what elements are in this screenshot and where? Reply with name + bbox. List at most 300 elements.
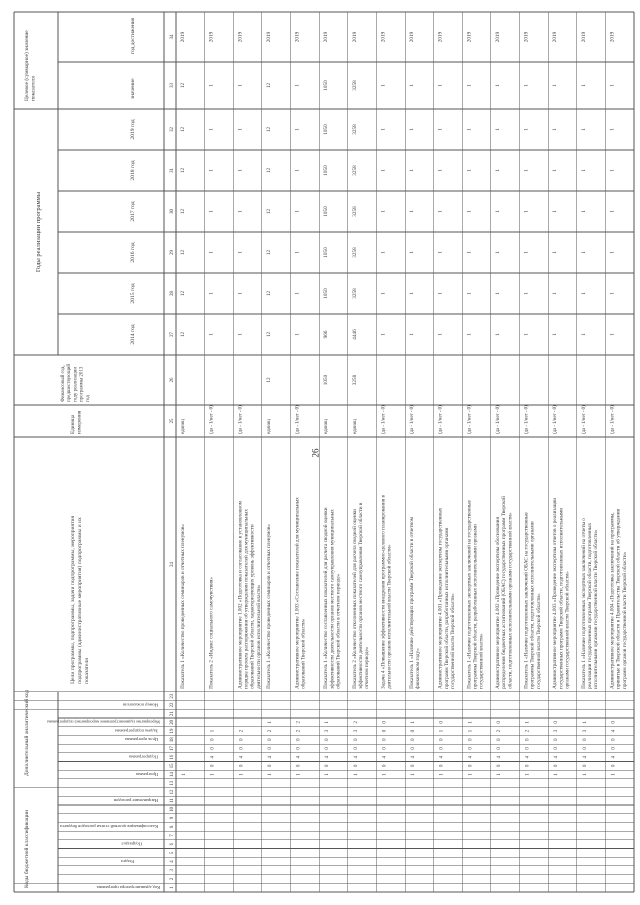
row-value: 1 [552,128,559,131]
row-code-cell: 0 [352,738,359,742]
row-value: 1 [523,210,530,213]
row-unit: (да - 1/нет - 0) [209,405,215,434]
row-code-cell: 1 [266,721,273,724]
row-value: 1 [294,84,301,87]
row-value: 2019 [494,31,501,43]
row-code-cell: 2 [295,729,302,733]
row-code-cell: 0 [381,747,388,750]
row-code-cell: 2 [238,729,245,733]
column-number: 25 [170,418,175,424]
row-unit: (да - 1/нет - 0) [610,405,616,434]
row-value: 1 [294,251,301,254]
row-value: 1 [609,292,616,295]
row-code-cell: 0 [610,738,617,742]
row-value: 1 [494,210,501,213]
row-value: 1 [494,169,501,172]
row-name: Показатель 1 «Наличие действующих программ Тверской области в отчетномфинансовом году» [409,516,422,689]
row-code-cell: 0 [495,747,502,750]
row-value: 1 [609,251,616,254]
row-code-cell: 4 [438,755,445,759]
header-goal: Цель программы [124,737,158,743]
row-value: 1 [552,333,559,336]
row-code-cell: 1 [266,773,273,776]
row-code-cell: 0 [352,764,359,768]
header-subprogram: Подпрограмма [129,754,158,760]
row-value: 1 [437,333,444,336]
row-value: 1050 [323,247,330,258]
row-value: 2019 [466,31,473,43]
row-value: 1 [237,292,244,295]
row-unit: (да - 1/нет - 0) [495,405,501,434]
row-code-cell: 0 [238,738,245,742]
column-number: 33 [170,83,175,88]
row-value: 3258 [351,124,358,135]
row-code-cell: 3 [352,729,359,733]
row-value: 2019 [609,31,616,43]
row-value: 1 [437,210,444,213]
row-value: 2019 [323,31,330,43]
row-code-cell: 2 [352,721,359,724]
column-number: 32 [170,127,175,132]
row-code-cell: 1 [324,721,331,724]
row-value: 2019 [208,31,215,43]
row-value: 1 [380,210,387,213]
row-value: 1 [552,292,559,295]
row-value: 3258 [351,165,358,176]
row-value: 1050 [323,124,330,135]
header-target-value: значение [130,78,136,99]
row-value: 1 [437,169,444,172]
row-name: Показатель 1 «Наличие подготовленных заключений ОБАС на государственныепрограммы Тверской области, подготовленных исполнительными органамигосударственной власти Тверской области» [523,512,542,689]
row-value: 2019 [409,31,415,43]
row-value: 1 [609,210,616,213]
row-code-cell: 1 [352,773,359,776]
row-code-cell: 4 [610,729,617,733]
row-value: 966 [323,330,330,339]
row-code-cell: 1 [410,773,416,776]
header-program: Программа [136,771,158,777]
row-code-cell: 0 [495,738,502,742]
row-value: 1 [208,84,215,87]
row-value: 12 [265,377,272,383]
column-number: 27 [170,332,175,337]
row-code-cell: 4 [610,755,617,759]
row-unit: (да - 1/нет - 0) [238,405,244,434]
header-indicator-no: Номер показателя [122,702,158,708]
row-code-cell: 1 [524,773,531,776]
row-unit: (да - 1/нет - 0) [295,405,301,434]
row-code-cell: 0 [581,738,588,742]
column-number: 9 [170,816,175,820]
row-code-cell: 0 [266,764,273,768]
row-code-cell: 0 [352,747,359,750]
row-value: 1 [609,169,616,172]
table-rotated-group [14,12,634,892]
row-value: 12 [180,167,186,174]
column-number: 18 [170,737,175,743]
row-value: 1 [523,251,530,254]
row-code-cell: 1 [524,721,531,724]
row-value: 1 [552,210,559,213]
row-code-cell: 0 [467,764,474,768]
row-value: 1 [466,84,473,87]
row-value: 1 [380,128,387,131]
row-code-cell: 2 [524,729,531,733]
row-code-cell: 3 [581,729,588,733]
row-code-cell: 3 [553,729,560,733]
row-name: Административное мероприятие 4.001 «Проведение экспертизы государственныхпрограмм Тверской области, разработанных исполнительными органамигосударственной власти Тверской области» [437,507,457,689]
row-code-cell: 0 [581,764,588,768]
header-year-2015: 2015 год [130,283,136,304]
row-code-cell: 0 [410,738,416,742]
column-number: 8 [170,825,175,828]
row-value: 1050 [323,374,330,386]
row-unit: (да - 1/нет - 0) [467,405,473,434]
row-unit: (да - 1/нет - 0) [524,405,530,434]
row-value: 1 [409,84,415,87]
row-value: 2019 [180,31,186,43]
row-value: 1 [409,128,415,131]
row-value: 1 [609,128,616,131]
row-value: 4446 [351,329,358,340]
row-value: 1 [208,169,215,172]
row-name: Показатель 1 «Наличие подготовленных экспертных заключений на отчеты ореализации государственных программ Тверской области, подготовленныхисполнительными органами государственной власти Тверской области» [580,518,600,689]
row-code-cell: 4 [209,755,216,759]
header-year-2016: 2016 год [130,242,136,263]
row-value: 1050 [323,80,330,91]
row-value: 1 [523,169,530,172]
column-number: 15 [170,763,175,769]
row-value: 3258 [351,247,358,258]
row-code-cell: 4 [410,755,416,759]
row-code-cell: 0 [209,738,216,742]
row-value: 12 [265,126,272,133]
row-value: 1 [466,292,473,295]
row-code-cell: 0 [524,747,531,750]
header-year-2018: 2018 год [130,160,136,181]
row-code-cell: 0 [324,738,331,742]
column-number: 1 [170,886,175,889]
column-number: 31 [170,168,175,173]
column-number: 13 [170,780,175,786]
row-name: Административное мероприятие 1.003 «Составление показателей для муниципальныхобразований Тверской области» [294,497,307,689]
row-value: 3258 [351,288,358,299]
row-value: 1 [466,251,473,254]
row-value: 1 [437,84,444,87]
row-value: 1 [494,333,501,336]
row-unit: (да - 1/нет - 0) [438,405,444,434]
row-code-cell: 0 [209,764,216,768]
row-code-cell: 0 [438,721,445,724]
header-base-year: Финансовый год,предшествующийгоду реализациипрограммы 2013год [61,363,91,402]
row-value: 1 [552,84,559,87]
header-event: Мероприятие (административное мероприятие) подпрограммы [47,719,160,725]
row-value: 1 [237,210,244,213]
row-code-cell: 0 [467,738,474,742]
row-value: 1 [494,84,501,87]
column-number: 28 [170,291,175,296]
row-code-cell: 1 [610,773,617,776]
row-value: 2019 [237,31,244,43]
row-value: 1 [523,128,530,131]
row-value: 12 [265,167,272,174]
column-number: 19 [170,728,175,734]
row-value: 1 [208,210,215,213]
row-value: 1 [523,84,530,87]
row-code-cell: 0 [295,764,302,768]
header-task: Задача подпрограммы [114,728,158,734]
row-value: 3258 [351,80,358,91]
row-code-cell: 0 [295,747,302,750]
row-value: 2019 [265,31,272,43]
row-value: 12 [265,82,272,89]
row-unit: единиц [324,419,330,434]
header-year-2019: 2019 год [130,119,136,140]
header-budget-classification: Коды бюджетной классификации [24,810,30,888]
row-unit: единиц [266,419,272,434]
row-value: 1 [580,84,587,87]
row-value: 1 [437,251,444,254]
row-value: 1 [409,210,415,213]
row-code-cell: 0 [553,738,560,742]
row-value: 1 [580,210,587,213]
row-code-cell: 0 [381,721,388,724]
row-code-cell: 1 [410,721,416,724]
row-value: 1 [466,128,473,131]
column-number: 24 [170,562,175,567]
row-value: 1 [437,292,444,295]
row-code-cell: 0 [438,747,445,750]
row-value: 1 [552,169,559,172]
column-number: 17 [170,746,175,751]
row-value: 2019 [523,31,530,43]
row-value: 1 [380,169,387,172]
row-value: 1 [580,292,587,295]
column-number: 30 [170,209,175,214]
row-name: Показатель 2 «Количество отклоненных показателей для расчета сводной оценкиэффективности деятельности органов местного самоуправления Тверской области вотчетном периоде» [351,502,371,689]
row-name: Показатель 1 «Количество составленных показателей для расчета сводной оценкиэффективности деятельности органов местного самоуправления муниципальныхобразований Тверской области в отчетном периоде» [323,507,342,689]
row-value: 12 [180,208,186,215]
row-code-cell: 1 [295,773,302,776]
row-code-cell: 2 [295,721,302,724]
row-code-cell: 0 [467,747,474,750]
column-number: 20 [170,719,175,725]
row-code-cell: 0 [410,747,416,750]
row-value: 1 [437,128,444,131]
row-code-cell: 0 [581,747,588,750]
row-value: 12 [265,290,272,297]
row-value: 12 [265,208,272,215]
row-code-cell: 0 [438,764,445,768]
row-value: 1 [237,169,244,172]
row-value: 1 [380,251,387,254]
row-value: 2019 [580,31,587,43]
header-year-2014: 2014 год [130,324,136,345]
row-code-cell: 0 [524,738,531,742]
row-code-cell: 1 [581,773,588,776]
row-value: 1 [409,292,415,295]
row-value: 2019 [437,31,444,43]
row-code-cell: 1 [438,729,445,733]
row-value: 1 [466,333,473,336]
row-code-cell: 0 [553,721,560,724]
row-value: 1 [380,292,387,295]
row-code-cell: 0 [610,721,617,724]
row-code-cell: 1 [209,729,216,733]
row-code-cell: 4 [467,755,474,759]
column-number: 3 [170,869,175,872]
row-code-cell: 4 [381,755,388,759]
row-code-cell: 0 [381,738,388,742]
column-number: 7 [170,834,175,837]
row-code-cell: 1 [238,773,245,776]
row-value: 1 [580,128,587,131]
row-value: 1 [580,251,587,254]
column-number: 21 [170,711,175,717]
column-number: 2 [170,877,175,881]
row-value: 12 [180,331,186,338]
row-code-cell: 4 [524,755,531,759]
row-unit: (да - 1/нет - 0) [581,405,587,434]
row-value: 1 [409,251,415,254]
row-code-cell: 0 [438,738,445,742]
row-value: 1 [294,292,301,295]
row-value: 12 [265,331,272,338]
column-number: 11 [170,798,175,803]
row-code-cell: 0 [610,747,617,750]
row-code-cell: 0 [524,764,531,768]
column-number: 6 [170,842,175,846]
row-code-cell: 4 [238,755,245,759]
row-value: 1 [523,292,530,295]
row-name: Показатель 1 «Наличие подготовленных экспертных заключений на государственныепрограммы Тверской области, разработанных исполнительными органамигосударственной власти» [466,500,485,689]
row-value: 2019 [351,31,358,43]
row-value: 1 [523,333,530,336]
row-value: 12 [180,82,186,89]
row-value: 1 [580,333,587,336]
header-target: Целевое (суммарное) значениепоказателя [24,30,37,101]
page-number: 26 [310,448,321,458]
row-code-cell: 4 [266,755,273,759]
row-name: Административное мероприятие 1.002 «Подготовка и согласование в установленномпорядке проекта распоряжения об утверждении показателей для муниципальныхобразований Тверской области, характеризующих уровень эффективностидеятельности органов исполнительной власти» [237,501,262,689]
column-number: 34 [170,34,175,40]
column-number: 4 [170,860,175,863]
header-admin-code: Код администратора программы [96,885,160,890]
row-code-cell: 2 [266,729,273,733]
row-value: 1 [409,333,415,336]
row-value: 12 [265,249,272,256]
row-code-cell: 1 [209,773,216,776]
row-code-cell: 1 [467,773,474,776]
row-value: 1 [237,333,244,336]
row-unit: (да - 1/нет - 0) [381,405,387,434]
row-code-cell: 0 [324,764,331,768]
row-unit: единиц [352,419,358,434]
row-code-cell: 1 [181,773,187,776]
row-value: 1 [208,292,215,295]
row-name: Показатель 1 «Количество проведенных семинаров и отчетных пленумов» [180,523,186,689]
row-value: 1 [409,169,415,172]
row-code-cell: 4 [352,755,359,759]
column-number: 10 [170,806,175,812]
row-code-cell: 0 [266,747,273,750]
row-value: 1 [208,333,215,336]
row-code-cell: 0 [238,764,245,768]
row-value: 12 [180,126,186,133]
row-code-cell: 4 [324,755,331,759]
header-year-2017: 2017 год [130,201,136,222]
row-code-cell: 0 [495,721,502,724]
row-code-cell: 0 [410,764,416,768]
row-value: 1 [609,333,616,336]
row-code-cell: 0 [295,738,302,742]
row-code-cell: 1 [467,721,474,724]
row-code-cell: 1 [495,773,502,776]
row-value: 1 [552,251,559,254]
row-code-cell: 1 [581,721,588,724]
row-value: 1 [380,84,387,87]
header-direction: Направление расходов [113,798,158,803]
row-value: 2019 [552,31,559,43]
row-value: 1 [294,169,301,172]
column-number: 22 [170,702,175,708]
row-value: 1 [237,251,244,254]
row-code-cell: 0 [266,738,273,742]
row-code-cell: 0 [495,764,502,768]
row-code-cell: 2 [495,729,502,733]
row-name: Показатель 1 «Количество проведенных семинаров и отчетных пленумов» [265,523,272,689]
column-number: 23 [170,693,175,699]
header-subsection: Подраздел [121,841,142,847]
row-name: Задача 4 «Повышение эффективности внедрения программно-целевого планирования вдеятельности органов исполнительной власти Тверской области» [380,495,393,689]
row-value: 1 [237,84,244,87]
row-value: 1 [494,128,501,131]
row-value: 1 [494,292,501,295]
row-value: 1 [237,128,244,131]
row-code-cell: 4 [295,755,302,759]
header-csr: Классификация целевой статьи расходов бюджета [59,824,158,830]
row-value: 1 [466,210,473,213]
row-value: 1 [380,333,387,336]
row-value: 1 [208,128,215,131]
row-code-cell: 4 [581,755,588,759]
row-value: 12 [180,249,186,256]
row-value: 1050 [323,288,330,299]
row-value: 1 [580,169,587,172]
row-code-cell: 0 [209,747,216,750]
row-code-cell: 3 [324,729,331,733]
row-code-cell: 1 [438,773,445,776]
row-value: 1 [294,333,301,336]
column-number: 29 [170,250,175,255]
row-code-cell: 0 [238,747,245,750]
row-value: 1 [466,169,473,172]
row-value: 1050 [323,206,330,217]
row-code-cell: 1 [467,729,474,733]
column-number: 16 [170,754,175,760]
header-target-year: год достижения [130,17,136,54]
row-code-cell: 0 [381,729,388,733]
column-number: 26 [170,377,175,383]
header-years: Годы реализации программы [35,191,42,273]
row-code-cell: 1 [381,773,388,776]
row-code-cell: 0 [381,764,388,768]
row-value: 1050 [323,165,330,176]
row-value: 2019 [294,31,301,43]
row-value: 3258 [351,374,358,386]
header-unit: Единицаизмерения [70,410,83,434]
header-section: Раздел [121,858,134,864]
